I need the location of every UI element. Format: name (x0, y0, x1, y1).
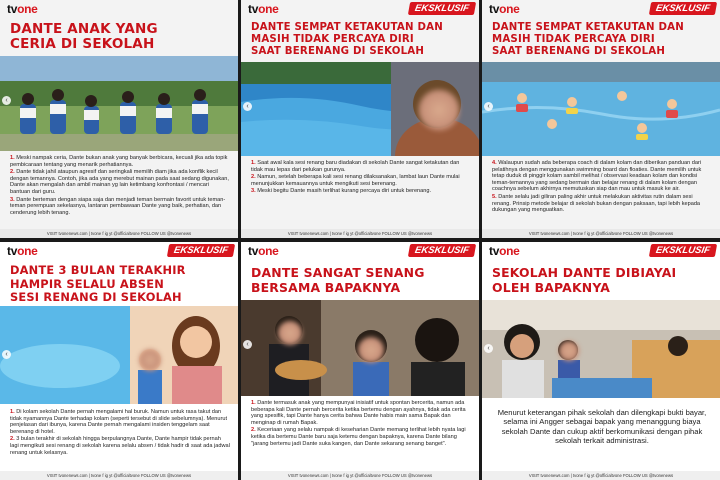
exclusive-badge: EKSKLUSIF (649, 2, 717, 15)
father-children-photo (482, 300, 720, 398)
slide-3[interactable] (482, 0, 720, 238)
tvone-logo: tvone (489, 244, 520, 258)
slide-title: DANTE SANGAT SENANG BERSAMA BAPAKNYA (251, 265, 425, 295)
slide-header (482, 242, 720, 260)
pool-child-photo (241, 62, 479, 156)
tvone-logo: tvone (7, 2, 38, 16)
slide-1[interactable] (0, 0, 238, 238)
prev-slide-icon[interactable]: ‹ (243, 340, 252, 349)
exclusive-badge: EKSKLUSIF (408, 244, 476, 257)
slide-title: SEKOLAH DANTE DIBIAYAI OLEH BAPAKNYA (492, 265, 677, 295)
prev-slide-icon[interactable]: ‹ (2, 96, 11, 105)
slide-4[interactable] (0, 242, 238, 480)
slide-caption: 1. Di kolam sekolah Dante pernah mengalami hal buruk. Namun untuk rasa takut dan tidak nyamannya Dante terhadap kolam (seperti tersebut di slide sebelumnya). Menurut penjelasan dari ibunya, karena Dante pernah mengalami insiden tenggelam saat berenang di hotel. 2. 3 bulan terakhir di sekolah hingga berpulangnya Dante, Dante hampir tidak pernah lagi mengikuti sesi renang di sekolah karena selalu absen / tidak hadir di saat ada jadwal renang untuk kelasnya. (10, 409, 230, 456)
slide-header (482, 0, 720, 18)
slide-title: DANTE ANAK YANG CERIA DI SEKOLAH (10, 21, 158, 52)
tvone-logo: tvone (489, 2, 520, 16)
slide-body-text: Menurut keterangan pihak sekolah dan dilengkapi bukti bayar, selama ini Angger sebagai bapak yang menanggung biaya sekolah Dante dan cukup aktif berkomunikasi dengan pihak sekolah terkait administrasi. (497, 408, 707, 445)
slide-header (241, 242, 479, 260)
exclusive-badge: EKSKLUSIF (167, 244, 235, 257)
slide-header (241, 0, 479, 18)
slide-5[interactable] (241, 242, 479, 480)
slide-caption: 1. Meski nampak ceria, Dante bukan anak yang banyak berbicara, kecuali jika ada topik pembicaraan tentang yang menarik perhatiannya. 2. Dante tidak jahil ataupun agresif dan seringkali memilih diam jika ada konflik kecil dengan temannya. Contoh, jika ada yang merebut mainan pada saat sedang digunakan, Dante akan mengalah dan ambil mainan yg lain ketimbang konfrontasi / mencari bantuan dari guru. 3. Dante berteman dengan siapa saja dan menjadi teman bermain favorit untuk teman-teman perempuan sekelasnya, lantaran pembawaan Dante yang baik, perhatian, dan cenderung lebih tenang. (10, 155, 229, 216)
prev-slide-icon[interactable]: ‹ (484, 102, 493, 111)
slide-title: DANTE 3 BULAN TERAKHIR HAMPIR SELALU ABSEN SESI RENANG DI SEKOLAH (10, 263, 186, 304)
prev-slide-icon[interactable]: ‹ (484, 344, 493, 353)
slide-footer: VISIT tvonenews.com | tvone f ig yt @officialtvone FOLLOW US @tvonenews (0, 229, 238, 238)
slide-2[interactable] (241, 0, 479, 238)
slide-6[interactable] (482, 242, 720, 480)
slide-caption: 4. Walaupun sudah ada beberapa coach di dalam kolam dan diberikan panduan dari pelatihnya dengan menggunakan swimming board dan floaties. Dante memilih untuk tetap duduk di pinggir kolam sambil melihat / observasi keadaan kolam dan kondisi teman-temannya yang sedang bermain dan belajar renang di dalam kolam dengan coachnya sebelum akhirnya memutuskan siap dan mau untuk masuk ke air. 5. Dante selalu jadi giliran paling akhir untuk melakukan aktivitas rutin dalam sesi renang. Prinsip metode belajar di sekolah bukan dengan paksaan, tapi lebih kepada dukungan yang menguatkan. (492, 160, 702, 214)
father-son-photo (241, 300, 479, 396)
exclusive-badge: EKSKLUSIF (649, 244, 717, 257)
blurred-face (417, 88, 461, 132)
slide-title: DANTE SEMPAT KETAKUTAN DAN MASIH TIDAK PERCAYA DIRI SAAT BERENANG DI SEKOLAH (492, 22, 684, 57)
exclusive-badge: EKSKLUSIF (408, 2, 476, 15)
blurred-face (277, 320, 303, 346)
slide-caption: 1. Dante termasuk anak yang mempunyai inisiatif untuk spontan bercerita, namun ada beberapa kali Dante pernah bercerita ketika bertemu dengan ayahnya, tidak ada cerita yang spesifik, tapi Dante hanya cerita bahwa Dante habis main sama Bapak dan menginap di rumah Bapak. 2. Keceriaan yang selalu nampak di keseharian Dante memang terlihat lebih nyata lagi ketika dia bertemu Dante baru saja ketemu dengan bapaknya, karena Dante bilang "jarang bertemu jadi Dante suka kangen, dan Dante sekarang senang banget". (251, 400, 466, 447)
blurred-face (357, 336, 385, 364)
blurred-face (558, 340, 580, 362)
slide-footer: VISIT tvonenews.com | tvone f ig yt @officialtvone FOLLOW US @tvonenews (241, 229, 479, 238)
prev-slide-icon[interactable]: ‹ (243, 102, 252, 111)
slide-footer: VISIT tvonenews.com | tvone f ig yt @officialtvone FOLLOW US @tvonenews (0, 471, 238, 480)
tvone-logo: tvone (7, 244, 38, 258)
family-pool-photo (0, 306, 238, 404)
swimming-class-photo (482, 62, 720, 156)
slide-footer: VISIT tvonenews.com | tvone f ig yt @officialtvone FOLLOW US @tvonenews (482, 229, 720, 238)
slide-header (0, 242, 238, 260)
slide-title: DANTE SEMPAT KETAKUTAN DAN MASIH TIDAK PERCAYA DIRI SAAT BERENANG DI SEKOLAH (251, 22, 443, 57)
tvone-logo: tvone (248, 2, 279, 16)
school-kids-photo (0, 56, 238, 151)
prev-slide-icon[interactable]: ‹ (2, 350, 11, 359)
blurred-face (138, 348, 162, 372)
slide-footer: VISIT tvonenews.com | tvone f ig yt @officialtvone FOLLOW US @tvonenews (241, 471, 479, 480)
tvone-logo: tvone (248, 244, 279, 258)
slide-header (0, 0, 238, 18)
slide-caption: 1. Saat awal kala sesi renang baru diadakan di sekolah Dante sangat ketakutan dan tidak mau lepas dari pelukan gurunya. 2. Namun, setelah beberapa kali sesi renang dilaksanakan, lambat laun Dante mulai menunjukkan kemauannya untuk mengikuti sesi berenang. 3. Meski begitu Dante masih terlihat kurang percaya diri untuk berenang. (251, 160, 460, 195)
slide-footer: VISIT tvonenews.com | tvone f ig yt @officialtvone FOLLOW US @tvonenews (482, 471, 720, 480)
